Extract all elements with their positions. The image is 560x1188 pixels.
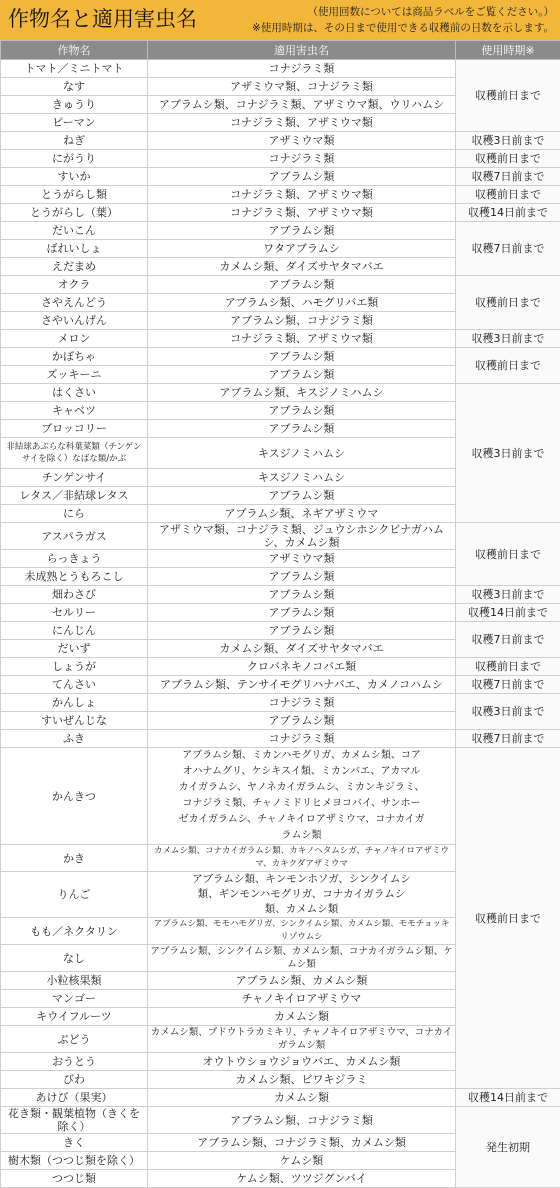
pest-name-cell: アブラムシ類、モモハモグリガ、シンクイムシ類、カメムシ類、モモチョッキリゾウムシ xyxy=(148,918,456,945)
crop-name-cell: かんきつ xyxy=(1,748,148,845)
crop-pest-table xyxy=(0,40,560,1188)
pest-name-cell: アブラムシ類、ハモグリバエ類 xyxy=(148,294,456,312)
pest-name-cell: カメムシ類、コナカイガラムシ類、カキノヘタムシガ、チャノキイロアザミウマ、カキクダアザミウマ xyxy=(148,845,456,872)
pest-name-cell: アブラムシ類 xyxy=(148,168,456,186)
crop-name-cell: メロン xyxy=(1,330,148,348)
table-row xyxy=(1,622,560,640)
table-row xyxy=(1,1089,560,1107)
usage-timing-cell: 収穫前日まで xyxy=(456,523,560,586)
table-row xyxy=(1,1107,560,1134)
table-row xyxy=(1,694,560,712)
pest-name-cell: キスジノミハムシ xyxy=(148,469,456,487)
usage-timing-cell: 収穫7日前まで xyxy=(456,730,560,748)
crop-name-cell: ブロッコリー xyxy=(1,420,148,438)
pest-name-cell: アザミウマ類、コナジラミ類 xyxy=(148,78,456,96)
table-row xyxy=(1,132,560,150)
pest-name-cell: アザミウマ類 xyxy=(148,550,456,568)
table-row xyxy=(1,604,560,622)
crop-name-cell: キウイフルーツ xyxy=(1,1008,148,1026)
table-row xyxy=(1,730,560,748)
crop-name-cell: だいず xyxy=(1,640,148,658)
pest-name-cell: アブラムシ類、ミカンハモグリガ、カメムシ類、コアオハナムグリ、ケシキスイ類、ミカンバエ、アカマルカイガラムシ、ヤノネカイガラムシ、ミカンキジラミ、コナジラミ類、チャノミドリヒメヨコバイ、サンホーゼカイガラムシ、チャノキイロアザミウマ、コナカイガラムシ類 xyxy=(148,748,456,845)
usage-timing-note: ※使用時期は、その日まで使用できる収穫前の日数を示します。 xyxy=(252,21,554,35)
pest-name-cell: アブラムシ類 xyxy=(148,487,456,505)
crop-name-cell: かぼちゃ xyxy=(1,348,148,366)
crop-name-cell: だいこん xyxy=(1,222,148,240)
crop-name-cell: ズッキーニ xyxy=(1,366,148,384)
table-body xyxy=(1,60,560,1188)
crop-name-cell: にら xyxy=(1,505,148,523)
pest-name-cell: アブラムシ類、キスジノミハムシ xyxy=(148,384,456,402)
table-row xyxy=(1,222,560,240)
crop-name-cell: らっきょう xyxy=(1,550,148,568)
crop-name-cell: ばれいしょ xyxy=(1,240,148,258)
pest-name-cell: アザミウマ類 xyxy=(148,132,456,150)
pest-name-cell: アブラムシ類 xyxy=(148,420,456,438)
pest-name-cell: コナジラミ類 xyxy=(148,60,456,78)
column-header-timing: 使用時期※ xyxy=(456,41,560,60)
crop-name-cell: きく xyxy=(1,1134,148,1152)
crop-name-cell: 非結球あぶらな科葉菜類（チンゲンサイを除く）なばな類/かぶ xyxy=(1,438,148,469)
table-row xyxy=(1,523,560,550)
pest-name-cell: アブラムシ類 xyxy=(148,586,456,604)
table-row xyxy=(1,168,560,186)
crop-name-cell: さやいんげん xyxy=(1,312,148,330)
pest-name-cell: ワタアブラムシ xyxy=(148,240,456,258)
usage-timing-cell: 収穫7日前まで xyxy=(456,676,560,694)
pest-name-cell: アブラムシ類、テンサイモグリハナバエ、カメノコハムシ xyxy=(148,676,456,694)
usage-timing-cell: 収穫3日前まで xyxy=(456,384,560,523)
crop-name-cell: とうがらし（葉） xyxy=(1,204,148,222)
usage-timing-cell: 収穫7日前まで xyxy=(456,168,560,186)
crop-name-cell: なす xyxy=(1,78,148,96)
pest-name-cell: コナジラミ類 xyxy=(148,730,456,748)
table-row xyxy=(1,276,560,294)
crop-name-cell: 未成熟とうもろこし xyxy=(1,568,148,586)
pest-name-cell: カメムシ類 xyxy=(148,1089,456,1107)
usage-timing-cell: 収穫前日まで xyxy=(456,276,560,330)
crop-name-cell: すいか xyxy=(1,168,148,186)
table-row xyxy=(1,204,560,222)
pest-name-cell: アブラムシ類、コナジラミ類、アザミウマ類、ウリハムシ xyxy=(148,96,456,114)
crop-name-cell: かき xyxy=(1,845,148,872)
pest-name-cell: コナジラミ類、アザミウマ類 xyxy=(148,186,456,204)
crop-name-cell: てんさい xyxy=(1,676,148,694)
pest-name-cell: キスジノミハムシ xyxy=(148,438,456,469)
pest-name-cell: アブラムシ類 xyxy=(148,622,456,640)
usage-timing-cell: 収穫前日まで xyxy=(456,150,560,168)
pest-name-cell: アブラムシ類 xyxy=(148,402,456,420)
crop-name-cell: あけび（果実） xyxy=(1,1089,148,1107)
pest-name-cell: カメムシ類、ダイズサヤタマバエ xyxy=(148,258,456,276)
table-row xyxy=(1,384,560,402)
crop-name-cell: にんじん xyxy=(1,622,148,640)
pest-name-cell: アブラムシ類、コナジラミ類 xyxy=(148,1107,456,1134)
crop-name-cell: さやえんどう xyxy=(1,294,148,312)
table-header-row xyxy=(1,41,560,60)
pest-name-cell: アブラムシ類、コナジラミ類、カメムシ類 xyxy=(148,1134,456,1152)
table-row xyxy=(1,586,560,604)
pest-name-cell: アブラムシ類、ネギアザミウマ xyxy=(148,505,456,523)
crop-name-cell: 畑わさび xyxy=(1,586,148,604)
crop-name-cell: 花き類・観葉植物（きくを除く） xyxy=(1,1107,148,1134)
crop-name-cell: セルリー xyxy=(1,604,148,622)
usage-timing-cell: 収穫前日まで xyxy=(456,60,560,132)
usage-timing-cell: 収穫前日まで xyxy=(456,348,560,384)
crop-name-cell: おうとう xyxy=(1,1053,148,1071)
table-row xyxy=(1,658,560,676)
usage-timing-cell: 収穫3日前まで xyxy=(456,586,560,604)
pest-name-cell: カメムシ類、ブドウトラカミキリ、チャノキイロアザミウマ、コナカイガラムシ類 xyxy=(148,1026,456,1053)
crop-name-cell: 小粒核果類 xyxy=(1,972,148,990)
crop-name-cell: ねぎ xyxy=(1,132,148,150)
column-header-pest: 適用害虫名 xyxy=(148,41,456,60)
pest-name-cell: オウトウショウジョウバエ、カメムシ類 xyxy=(148,1053,456,1071)
crop-name-cell: なし xyxy=(1,945,148,972)
pest-name-cell: コナジラミ類 xyxy=(148,694,456,712)
crop-name-cell: とうがらし類 xyxy=(1,186,148,204)
table-row xyxy=(1,150,560,168)
pest-name-cell: ケムシ類、ツツジグンバイ xyxy=(148,1170,456,1188)
crop-name-cell: はくさい xyxy=(1,384,148,402)
usage-timing-cell: 収穫3日前まで xyxy=(456,132,560,150)
pest-name-cell: アザミウマ類、コナジラミ類、ジュウシホシクビナガハムシ、カメムシ類 xyxy=(148,523,456,550)
pest-name-cell: アブラムシ類、カメムシ類 xyxy=(148,972,456,990)
column-header-crop: 作物名 xyxy=(1,41,148,60)
crop-name-cell: にがうり xyxy=(1,150,148,168)
pest-name-cell: アブラムシ類 xyxy=(148,348,456,366)
pest-name-cell: アブラムシ類 xyxy=(148,276,456,294)
header-bar xyxy=(0,0,560,40)
crop-name-cell: えだまめ xyxy=(1,258,148,276)
table-row xyxy=(1,330,560,348)
crop-name-cell: きゅうり xyxy=(1,96,148,114)
crop-name-cell: トマト／ミニトマト xyxy=(1,60,148,78)
pest-name-cell: カメムシ類 xyxy=(148,1008,456,1026)
pest-name-cell: アブラムシ類 xyxy=(148,568,456,586)
pest-name-cell: カメムシ類、ダイズサヤタマバエ xyxy=(148,640,456,658)
pest-name-cell: チャノキイロアザミウマ xyxy=(148,990,456,1008)
crop-name-cell: ふき xyxy=(1,730,148,748)
crop-name-cell: アスパラガス xyxy=(1,523,148,550)
usage-timing-cell: 収穫14日前まで xyxy=(456,1089,560,1107)
crop-name-cell: オクラ xyxy=(1,276,148,294)
usage-timing-cell: 収穫前日まで xyxy=(456,658,560,676)
usage-timing-cell: 収穫前日まで xyxy=(456,748,560,1089)
pest-name-cell: アブラムシ類 xyxy=(148,222,456,240)
crop-name-cell: レタス／非結球レタス xyxy=(1,487,148,505)
usage-timing-cell: 収穫7日前まで xyxy=(456,622,560,658)
table-row xyxy=(1,60,560,78)
usage-count-note: （使用回数については商品ラベルをご覧ください。） xyxy=(307,5,554,19)
pest-name-cell: コナジラミ類、アザミウマ類 xyxy=(148,330,456,348)
table-row xyxy=(1,348,560,366)
pest-name-cell: コナジラミ類、アザミウマ類 xyxy=(148,204,456,222)
usage-timing-cell: 収穫3日前まで xyxy=(456,694,560,730)
pest-name-cell: アブラムシ類、キンモンホソガ、シンクイムシ類、ギンモンハモグリガ、コナカイガラムシ類、カメムシ類 xyxy=(148,872,456,918)
usage-timing-cell: 収穫3日前まで xyxy=(456,330,560,348)
crop-name-cell: もも／ネクタリン xyxy=(1,918,148,945)
crop-name-cell: マンゴー xyxy=(1,990,148,1008)
pest-name-cell: カメムシ類、ビワキジラミ xyxy=(148,1071,456,1089)
crop-name-cell: ぶどう xyxy=(1,1026,148,1053)
usage-timing-cell: 収穫14日前まで xyxy=(456,204,560,222)
crop-name-cell: しょうが xyxy=(1,658,148,676)
crop-name-cell: チンゲンサイ xyxy=(1,469,148,487)
pest-name-cell: アブラムシ類 xyxy=(148,604,456,622)
crop-name-cell: かんしょ xyxy=(1,694,148,712)
usage-timing-cell: 収穫前日まで xyxy=(456,186,560,204)
pest-name-cell: アブラムシ類 xyxy=(148,366,456,384)
table-row xyxy=(1,676,560,694)
page-title: 作物名と適用害虫名 xyxy=(8,6,197,32)
crop-name-cell: 樹木類（つつじ類を除く） xyxy=(1,1152,148,1170)
pest-name-cell: アブラムシ類、シンクイムシ類、カメムシ類、コナカイガラムシ類、ケムシ類 xyxy=(148,945,456,972)
crop-name-cell: りんご xyxy=(1,872,148,918)
usage-timing-cell: 収穫7日前まで xyxy=(456,222,560,276)
pest-name-cell: ケムシ類 xyxy=(148,1152,456,1170)
crop-name-cell: びわ xyxy=(1,1071,148,1089)
crop-name-cell: ピーマン xyxy=(1,114,148,132)
crop-name-cell: キャベツ xyxy=(1,402,148,420)
table-row xyxy=(1,186,560,204)
pest-name-cell: アブラムシ類 xyxy=(148,712,456,730)
pest-name-cell: アブラムシ類、コナジラミ類 xyxy=(148,312,456,330)
crop-name-cell: すいぜんじな xyxy=(1,712,148,730)
usage-timing-cell: 発生初期 xyxy=(456,1107,560,1188)
table-row xyxy=(1,748,560,845)
pest-name-cell: コナジラミ類 xyxy=(148,150,456,168)
pest-name-cell: クロバネキノコバエ類 xyxy=(148,658,456,676)
usage-timing-cell: 収穫14日前まで xyxy=(456,604,560,622)
pest-name-cell: コナジラミ類、アザミウマ類 xyxy=(148,114,456,132)
crop-name-cell: つつじ類 xyxy=(1,1170,148,1188)
